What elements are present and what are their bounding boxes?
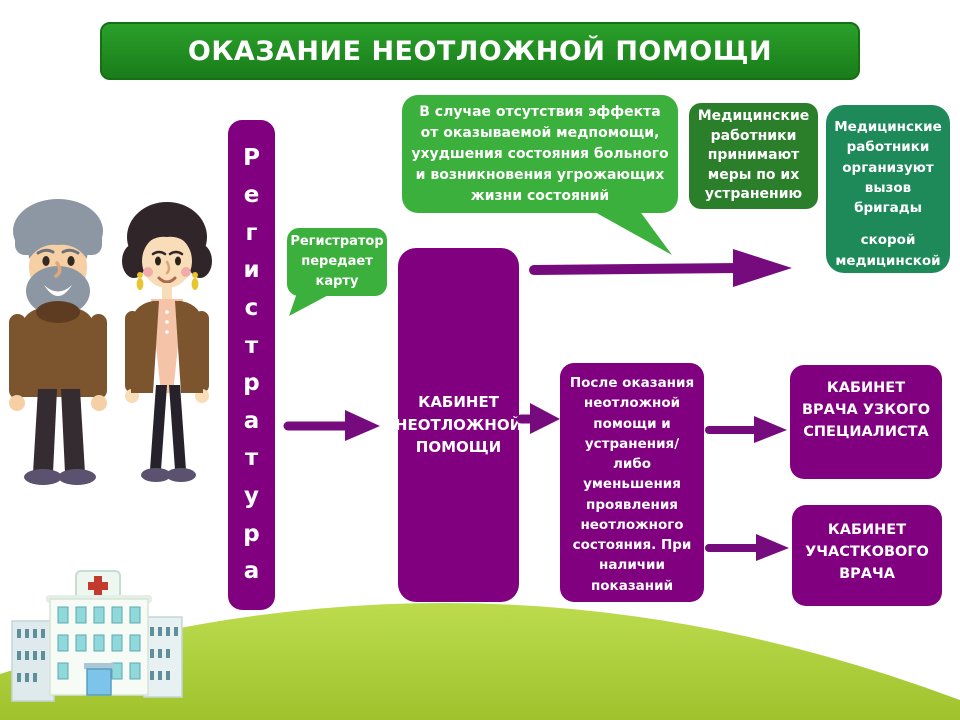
emergency-room-text: КАБИНЕТ НЕОТЛОЖНОЙ ПОМОЩИ bbox=[394, 393, 523, 457]
district-room-text: КАБИНЕТ УЧАСТКОВОГО ВРАЧА bbox=[805, 522, 929, 582]
after-care-box bbox=[560, 363, 704, 602]
registry-letter: г bbox=[245, 219, 258, 246]
registry-letter: е bbox=[243, 182, 260, 209]
registry-letter: у bbox=[244, 483, 259, 510]
after-care-text: После оказания неотложной помощи и устранения/либо уменьшения проявления неотложного состояния. При наличии показаний bbox=[569, 375, 695, 594]
registry-letter: т bbox=[244, 445, 259, 472]
elderly-man bbox=[9, 199, 107, 485]
staff-measures-box bbox=[689, 103, 818, 209]
registry-letter: т bbox=[244, 332, 259, 359]
specialist-room-text: КАБИНЕТ ВРАЧА УЗКОГО СПЕЦИАЛИСТА bbox=[801, 380, 931, 440]
registrar-card-text: Регистратор передает карту bbox=[290, 233, 384, 290]
staff-measures-text: Медицинские работники принимают меры по их устранению bbox=[697, 108, 810, 203]
hospital-door bbox=[87, 669, 111, 695]
registry-letter: а bbox=[243, 558, 260, 585]
no-effect-text: В случае отсутствия эффекта от оказываемой медпомощи, ухудшения состояния больного и возникновения угрожающих жизни состояний bbox=[411, 103, 669, 204]
registry-letter: Р bbox=[243, 144, 260, 171]
specialist-room-box bbox=[790, 365, 942, 479]
elderly-woman bbox=[122, 202, 212, 482]
registrar-card-speech-bubble bbox=[287, 228, 387, 296]
hospital-illustration bbox=[0, 555, 200, 705]
registry-vertical-bar bbox=[228, 120, 275, 610]
ambulance-call-text-1: Медицинские работники организуют вызов бригады bbox=[834, 119, 942, 216]
elderly-couple-illustration bbox=[0, 185, 240, 505]
registry-letter: а bbox=[243, 407, 260, 434]
registry-letter: р bbox=[243, 370, 260, 397]
emergency-room-box bbox=[394, 248, 523, 602]
registry-letter: р bbox=[243, 520, 260, 547]
page-title bbox=[100, 22, 860, 80]
page-title-text: ОКАЗАНИЕ НЕОТЛОЖНОЙ ПОМОЩИ bbox=[187, 35, 773, 67]
district-room-box bbox=[792, 505, 942, 606]
registry-letter: с bbox=[244, 295, 259, 322]
ambulance-call-text-2: скорой медицинской помощи bbox=[835, 232, 941, 289]
no-effect-speech-bubble bbox=[402, 95, 678, 213]
ambulance-call-box bbox=[826, 105, 950, 289]
registry-letter: и bbox=[243, 257, 260, 284]
